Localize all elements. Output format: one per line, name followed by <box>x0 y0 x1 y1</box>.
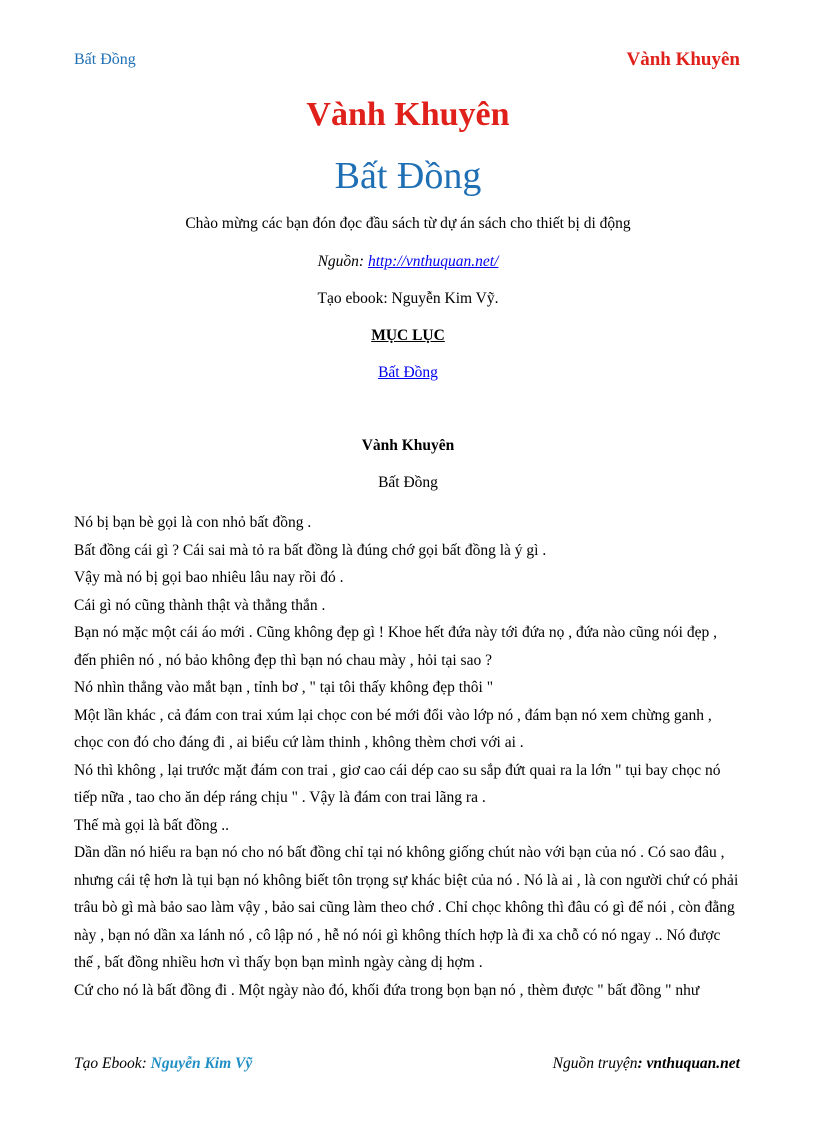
section-author: Vành Khuyên <box>361 437 455 454</box>
paragraph: Một lần khác , cả đám con trai xúm lại chọc con bé mới đổi vào lớp nó , đám bạn nó xem chừng ganh , chọc con đó cho đáng đi , ai biểu cứ làm thinh , không thèm chơi với ai . <box>74 706 712 751</box>
story-body <box>74 509 742 1004</box>
toc-link-bat-dong[interactable]: Bất Đồng <box>378 364 438 381</box>
ebook-creator: Tạo ebook: Nguyễn Kim Vỹ. <box>317 290 499 307</box>
footer-source-credit: Nguồn truyện: vnthuquan.net <box>552 1055 740 1072</box>
footer-ebook-name: Nguyễn Kim Vỹ <box>150 1055 253 1072</box>
section-title: Bất Đồng <box>378 474 438 491</box>
footer-source-site: vnthuquan.net <box>646 1055 740 1072</box>
paragraph: Dần dần nó hiểu ra bạn nó cho nó bất đồng chỉ tại nó không giống chút nào với bạn của nó . Có sao đâu , nhưng cái tệ hơn là tụi bạn nó không biết tôn trọng sự khác biệt của nó . Nó là ai , là con người chứ có phải trâu bò gì mà bảo sao làm vậy , bảo sai cũng làm theo chớ . Chỉ chọc không thì đâu có gì để nói , còn đằng này , bạn nó dần xa lánh nó , cô lập nó , hễ nó nói gì không thích hợp là đi xa chỗ có nó ngay .. Nó được thế , bất đồng nhiều hơn vì thấy bọn bạn mình ngày càng dị hợm . <box>74 844 739 971</box>
paragraph: Nó bị bạn bè gọi là con nhỏ bất đồng . <box>74 514 312 531</box>
paragraph: Thế mà gọi là bất đồng .. <box>74 816 229 834</box>
paragraph: Vậy mà nó bị gọi bao nhiêu lâu nay rồi đó . <box>74 569 344 586</box>
page-title-author: Vành Khuyên <box>306 96 510 133</box>
header-author: Vành Khuyên <box>626 49 740 70</box>
footer-ebook-label: Tạo Ebook <box>74 1055 142 1072</box>
header-book-title: Bất Đồng <box>74 51 136 68</box>
paragraph: Bạn nó mặc một cái áo mới . Cũng không đẹp gì ! Khoe hết đứa này tới đứa nọ , đứa nào cũng nói đẹp , đến phiên nó , nó bảo không đẹp thì bạn nó chau mày , hỏi tại sao ? <box>74 624 717 669</box>
source-link[interactable]: http://vnthuquan.net/ <box>367 253 499 270</box>
source-line <box>0 253 816 271</box>
paragraph: Cái gì nó cũng thành thật và thẳng thắn . <box>74 596 326 614</box>
paragraph: Bất đồng cái gì ? Cái sai mà tỏ ra bất đồng là đúng chớ gọi bất đồng là ý gì . <box>74 541 547 559</box>
source-label: Nguồn: <box>317 253 365 270</box>
page-title-book: Bất Đồng <box>334 155 482 197</box>
footer-source-label: Nguồn truyện <box>552 1055 638 1072</box>
toc-heading: MỤC LỤC <box>371 327 445 344</box>
footer-ebook-credit: Tạo Ebook: Nguyễn Kim Vỹ <box>74 1055 253 1072</box>
paragraph: Cứ cho nó là bất đồng đi . Một ngày nào đó, khối đứa trong bọn bạn nó , thèm được " bất đồng " như <box>74 981 700 999</box>
paragraph: Nó nhìn thẳng vào mắt bạn , tỉnh bơ , " tại tôi thấy không đẹp thôi " <box>74 679 494 696</box>
paragraph: Nó thì không , lại trước mặt đám con trai , giơ cao cái dép cao su sắp đứt quai ra la lớn " tụi bay chọc nó tiếp nữa , tao cho ăn dép ráng chịu " . Vậy là đám con trai lãng ra . <box>74 761 721 806</box>
welcome-text: Chào mừng các bạn đón đọc đầu sách từ dự án sách cho thiết bị di động <box>185 215 631 232</box>
